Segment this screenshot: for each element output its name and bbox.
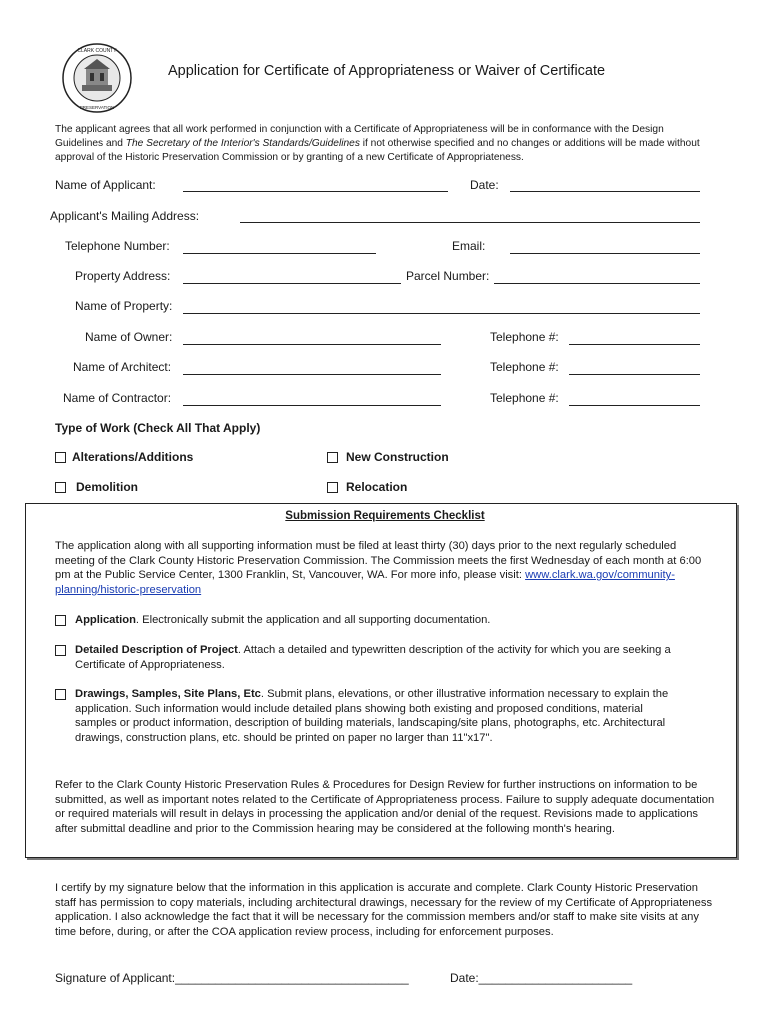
demolition-checkbox[interactable]: [55, 482, 66, 493]
name-of-contractor-field[interactable]: [183, 405, 441, 406]
intro-text-1: The applicant agrees that all work performed in conjunction with a Certificate of Appropriateness will be in conformance with the Design Guidelines and: [55, 124, 664, 149]
telephone-number-label: Telephone Number:: [65, 239, 170, 253]
signature-date-label[interactable]: Date:_______________________: [450, 971, 633, 985]
checklist-item-drawings: [75, 687, 685, 745]
name-of-owner-label: Name of Owner:: [85, 330, 173, 344]
property-address-field[interactable]: [183, 283, 401, 284]
checklist-item-description: [75, 643, 703, 672]
architect-telephone-field[interactable]: [569, 374, 700, 375]
relocation-label: Relocation: [346, 480, 408, 494]
alterations-label: Alterations/Additions: [72, 450, 194, 464]
name-of-owner-field[interactable]: [183, 344, 441, 345]
name-of-property-field[interactable]: [183, 313, 700, 314]
mailing-address-field[interactable]: [240, 222, 700, 223]
preservation-link[interactable]: www.clark.wa.gov/community-planning/historic-preservation: [55, 569, 675, 596]
checklist-item-title: Drawings, Samples, Site Plans, Etc: [75, 688, 261, 700]
checklist-item-title: Application: [75, 614, 136, 626]
email-label: Email:: [452, 239, 486, 253]
intro-paragraph: [55, 123, 705, 165]
checklist-item-title: Detailed Description of Project: [75, 644, 238, 656]
intro-text-2: if not otherwise specified and no changes or additions will be made without approval of the Historic Preservation Commission or by granting of a new Certificate of Appropriateness.: [55, 138, 700, 163]
owner-telephone-field[interactable]: [569, 344, 700, 345]
telephone-number-field[interactable]: [183, 253, 376, 254]
name-of-applicant-field[interactable]: [183, 191, 448, 192]
parcel-number-field[interactable]: [494, 283, 700, 284]
certify-paragraph: I certify by my signature below that the information in this application is accurate and complete. Clark County Historic Preservation staff has permission to copy materials, including architectural drawings, necessary for the review of my Certificate of Appropriateness application. I also acknowledge the fact that it will be necessary for the commission members and/or staff to make site visits at any time before, during, or after the COA application review process, including for enforcement purposes.: [55, 882, 713, 938]
intro-italic: The Secretary of the Interior's Standards/Guidelines: [125, 138, 360, 149]
application-checkbox[interactable]: [55, 615, 66, 626]
county-seal-logo: [62, 43, 132, 113]
new-construction-checkbox[interactable]: [327, 452, 338, 463]
svg-text:PRESERVATION: PRESERVATION: [79, 105, 115, 110]
name-of-architect-label: Name of Architect:: [73, 360, 172, 374]
owner-telephone-label: Telephone #:: [490, 330, 559, 344]
svg-text:CLARK COUNTY: CLARK COUNTY: [77, 48, 117, 54]
relocation-checkbox[interactable]: [327, 482, 338, 493]
checklist-intro: [55, 539, 715, 597]
name-of-property-label: Name of Property:: [75, 299, 173, 313]
demolition-label: Demolition: [76, 480, 138, 494]
checklist-item-text: . Submit plans, elevations, or other illustrative information necessary to explain the application. Such information would include detailed plans showing both existing and proposed conditions, material samples or product information, description of building materials, landscaping/site plans, photographs, etc. Architectural drawings, construction plans, etc. should be printed on paper no larger than 11"x17".: [75, 688, 669, 744]
refer-paragraph: Refer to the Clark County Historic Preservation Rules & Procedures for Design Review for further instructions on information to be submitted, as well as important notes related to the Certificate of Appropriateness process. Failure to supply adequate documentation or required materials will result in delays in processing the application and/or denial of the request. Revisions made to applications after submittal deadline and prior to the Commission hearing may be considered at the following month's hearing.: [55, 779, 715, 835]
checklist-intro-text: The application along with all supporting information must be filed at least thirty (30) days prior to the next regularly scheduled meeting of the Clark County Historic Preservation Commission. The Commission meets the first Wednesday of each month at 6:00 pm at the Public Service Center, 1300 Franklin, St, Vancouver, WA. For more info, please visit:: [55, 540, 702, 582]
contractor-telephone-label: Telephone #:: [490, 391, 559, 405]
checklist-item-text: . Attach a detailed and typewritten description of the activity for which you are seeking a Certificate of Appropriateness.: [75, 644, 671, 671]
checklist-item-application: [75, 613, 715, 628]
mailing-address-label: Applicant's Mailing Address:: [50, 209, 200, 223]
property-address-label: Property Address:: [75, 269, 171, 283]
email-field[interactable]: [510, 253, 700, 254]
checklist-item-text: . Electronically submit the application and all supporting documentation.: [135, 614, 491, 626]
name-of-architect-field[interactable]: [183, 374, 441, 375]
date-label: Date:: [470, 178, 499, 192]
drawings-checkbox[interactable]: [55, 689, 66, 700]
checklist-heading: Submission Requirements Checklist: [285, 510, 485, 522]
work-type-heading: Type of Work (Check All That Apply): [55, 421, 261, 435]
description-checkbox[interactable]: [55, 645, 66, 656]
signature-label[interactable]: Signature of Applicant:___________________________________: [55, 971, 409, 985]
name-of-contractor-label: Name of Contractor:: [63, 391, 172, 405]
contractor-telephone-field[interactable]: [569, 405, 700, 406]
new-construction-label: New Construction: [346, 450, 449, 464]
name-of-applicant-label: Name of Applicant:: [55, 178, 156, 192]
page-title: Application for Certificate of Appropriateness or Waiver of Certificate: [168, 63, 606, 79]
parcel-number-label: Parcel Number:: [406, 269, 490, 283]
architect-telephone-label: Telephone #:: [490, 360, 559, 374]
date-field[interactable]: [510, 191, 700, 192]
alterations-checkbox[interactable]: [55, 452, 66, 463]
